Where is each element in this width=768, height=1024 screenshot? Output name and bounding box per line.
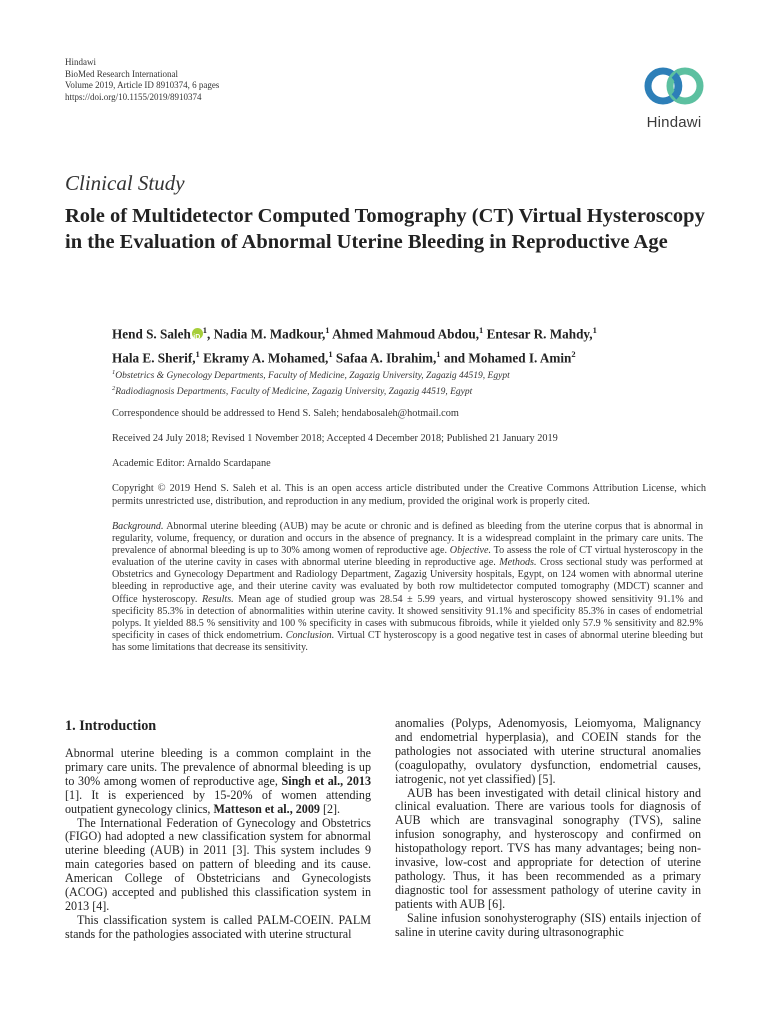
abstract-conclusion-label: Conclusion. [285, 629, 335, 641]
abstract-background-label: Background. [112, 521, 164, 532]
author-affiliation-mark: 1 [479, 325, 484, 335]
author-list: Hend S. SalehiD $^1$, Nadia M. Madkour,$^1$ Ahmed Mahmoud Abdou,$^1$ Entesar R. Mahdy,$^1$ Hala E. Sherif,$^1$ Ekramy A. Mohamed,$^1$ Safaa A. Ibrahim,$^1$ and Mohamed I. Amin$^2$ [112, 320, 712, 369]
paragraph-text: Abnormal uterine bleeding is a common complaint in the primary care units. The prevalence of abnormal bleeding is up to 30% among women of reproductive age, [65, 746, 371, 788]
body-column-left [65, 717, 371, 942]
article-title: Role of Multidetector Computed Tomography (CT) Virtual Hysteroscopy in the Evaluation of Abnormal Uterine Bleeding in Reproductive Age [65, 205, 705, 253]
author-affiliation-mark: 1 [202, 325, 208, 335]
abstract-results: Mean age of studied group was 28.54 ± 5.99 years, and virtual hysteroscopy showed sensitivity 91.1% and specificity 85.3% in detection of abnormalities within uterine cavity. It showed sensitivity 91.1% and specificity 85.3% in cases of endometrial polyps. It yielded 88.5 % sensitivity and 100 % specificity in cases with submucous fibroids, while it yielded only 57.9 % sensitivity and 82.9% specificity in cases of thick endometrium. [112, 593, 703, 641]
orcid-icon[interactable] [192, 328, 203, 339]
abstract-methods: Cross sectional study was performed at Obstetrics and Gynecology Department and Radiology Department, Zagazig University hospitals, Egypt, on 124 women with abnormal uterine bleeding in reproductive age, and their uterine cavity was evaluated by both row multidetector computed tomography (MDCT) scanner and Office hysteroscopy. [112, 557, 703, 605]
abstract-objective-label: Objective. [449, 545, 491, 557]
affiliation-text: Radiodiagnosis Departments, Faculty of Medicine, Zagazig University, Zagazig 44519, Egypt [115, 386, 473, 397]
author-name[interactable]: Hala E. Sherif, [112, 350, 196, 366]
logo-text: Hindawi [646, 114, 702, 131]
author-name[interactable]: and Mohamed I. Amin [443, 350, 572, 366]
copyright: Copyright © 2019 Hend S. Saleh et al. This is an open access article distributed under the Creative Commons Attribution License, which permits unrestricted use, distribution, and reproduction in any medium, provided the original work is properly cited. [112, 483, 706, 507]
author-affiliation-mark: 1 [328, 349, 333, 360]
intro-paragraph-5: Saline infusion sonohysterography (SIS) entails injection of saline in uterine cavity during ultrasonographic [395, 910, 701, 939]
affiliation-text: Obstetrics & Gynecology Departments, Faculty of Medicine, Zagazig University, Zagazig 44519, Egypt [115, 371, 510, 382]
paragraph-text: [2]. [319, 801, 341, 816]
author-affiliation-mark: 1 [436, 349, 441, 360]
author-name[interactable]: Nadia M. Madkour, [213, 326, 326, 342]
author-name[interactable]: Entesar R. Mahdy, [486, 326, 593, 342]
abstract [112, 521, 703, 654]
intro-paragraph-4: AUB has been investigated with detail clinical history and clinical evaluation. There are various tools for diagnosis of AUB which are transvaginal sonography (TVS), saline infusion sonography, and hysteroscopy and confirmed on histopathology report. TVS has many advantages; being non-invasive, low-cost and appropriate for detection of uterine pathology. Thus, it has been recommended as a primary diagnostic tool for assessment pathology of uterine cavity in patients with AUB [6]. [395, 785, 701, 911]
paragraph-text: [1]. It is experienced by 15-20% of women attending outpatient gynecology clinics, [65, 787, 371, 816]
body-column-right [395, 717, 701, 940]
abstract-conclusion: Virtual CT hysteroscopy is a good negative test in cases of abnormal uterine bleeding but has some limitations that decrease its sensitivity. [112, 629, 704, 653]
affiliation-line [112, 367, 712, 383]
publisher-name: Hindawi [65, 57, 96, 67]
section-heading-introduction: 1. Introduction [65, 718, 157, 734]
abstract-methods-label: Methods. [499, 557, 537, 569]
author-affiliation-mark: 1 [325, 325, 330, 335]
author-affiliation-mark: 2 [571, 349, 576, 360]
hindawi-logo-icon [639, 64, 709, 108]
affiliations [112, 367, 712, 398]
article-type: Clinical Study [65, 171, 185, 195]
academic-editor: Academic Editor: Arnaldo Scardapane [112, 458, 271, 469]
citation-link[interactable]: Singh et al., 2013 [281, 773, 371, 788]
author-name[interactable]: Safaa A. Ibrahim, [335, 350, 437, 366]
intro-paragraph-3-continued: anomalies (Polyps, Adenomyosis, Leiomyoma, Malignancy and endometrial hyperplasia), and COEIN stands for the pathologies not associated with uterine structural anomalies (coagulopathy, ovulatory dysfunction, endometrial causes, iatrogenic, not yet classified) [5]. [395, 716, 701, 786]
dates-line: Received 24 July 2018; Revised 1 November 2018; Accepted 4 December 2018; Published 21 January 2019 [112, 433, 558, 444]
intro-paragraph-2: The International Federation of Gynecology and Obstetrics (FIGO) had adopted a new classification system for abnormal uterine bleeding (AUB) in 2011 [3]. This system includes 9 main categories based on pattern of bleeding and its cause. American College of Obstetricians and Gynecologists (ACOG) accepted and published this classification system in 2013 [4]. [65, 815, 371, 913]
author-name[interactable]: Hend S. Saleh [112, 326, 191, 342]
abstract-background: Abnormal uterine bleeding (AUB) may be acute or chronic and is defined as bleeding from the uterine corpus that is abnormal in regularity, volume, frequency, or duration and occurs in the absence of pregnancy. It is a widespread complaint in the primary care units. The prevalence of abnormal bleeding is up to 30% among women of reproductive age. [112, 521, 703, 557]
intro-paragraph-3: This classification system is called PALM-COEIN. PALM stands for the pathologies associated with uterine structural [65, 912, 371, 941]
intro-paragraph-1 [65, 747, 371, 817]
correspondence: Correspondence should be addressed to Hend S. Saleh; hendabosaleh@hotmail.com [112, 408, 459, 419]
doi-link[interactable]: https://doi.org/10.1155/2019/8910374 [65, 91, 202, 102]
volume-line: Volume 2019, Article ID 8910374, 6 pages [65, 80, 220, 90]
abstract-results-label: Results. [201, 593, 234, 605]
hindawi-logo [636, 60, 716, 140]
affiliation-mark: 1 [112, 369, 116, 376]
abstract-objective: To assess the role of CT virtual hysteroscopy in the evaluation of the uterine cavity in cases with abnormal uterine bleeding in reproductive age. [112, 545, 703, 569]
affiliation-line [112, 383, 712, 399]
journal-info [65, 57, 219, 103]
author-name[interactable]: Ekramy A. Mohamed, [203, 350, 329, 366]
affiliation-mark: 2 [112, 384, 116, 392]
author-affiliation-mark: 1 [195, 349, 200, 360]
author-affiliation-mark: 1 [592, 325, 597, 335]
citation-link[interactable]: Matteson et al., 2009 [213, 801, 320, 816]
author-name[interactable]: Ahmed Mahmoud Abdou, [332, 326, 480, 342]
journal-name: BioMed Research International [65, 68, 178, 79]
